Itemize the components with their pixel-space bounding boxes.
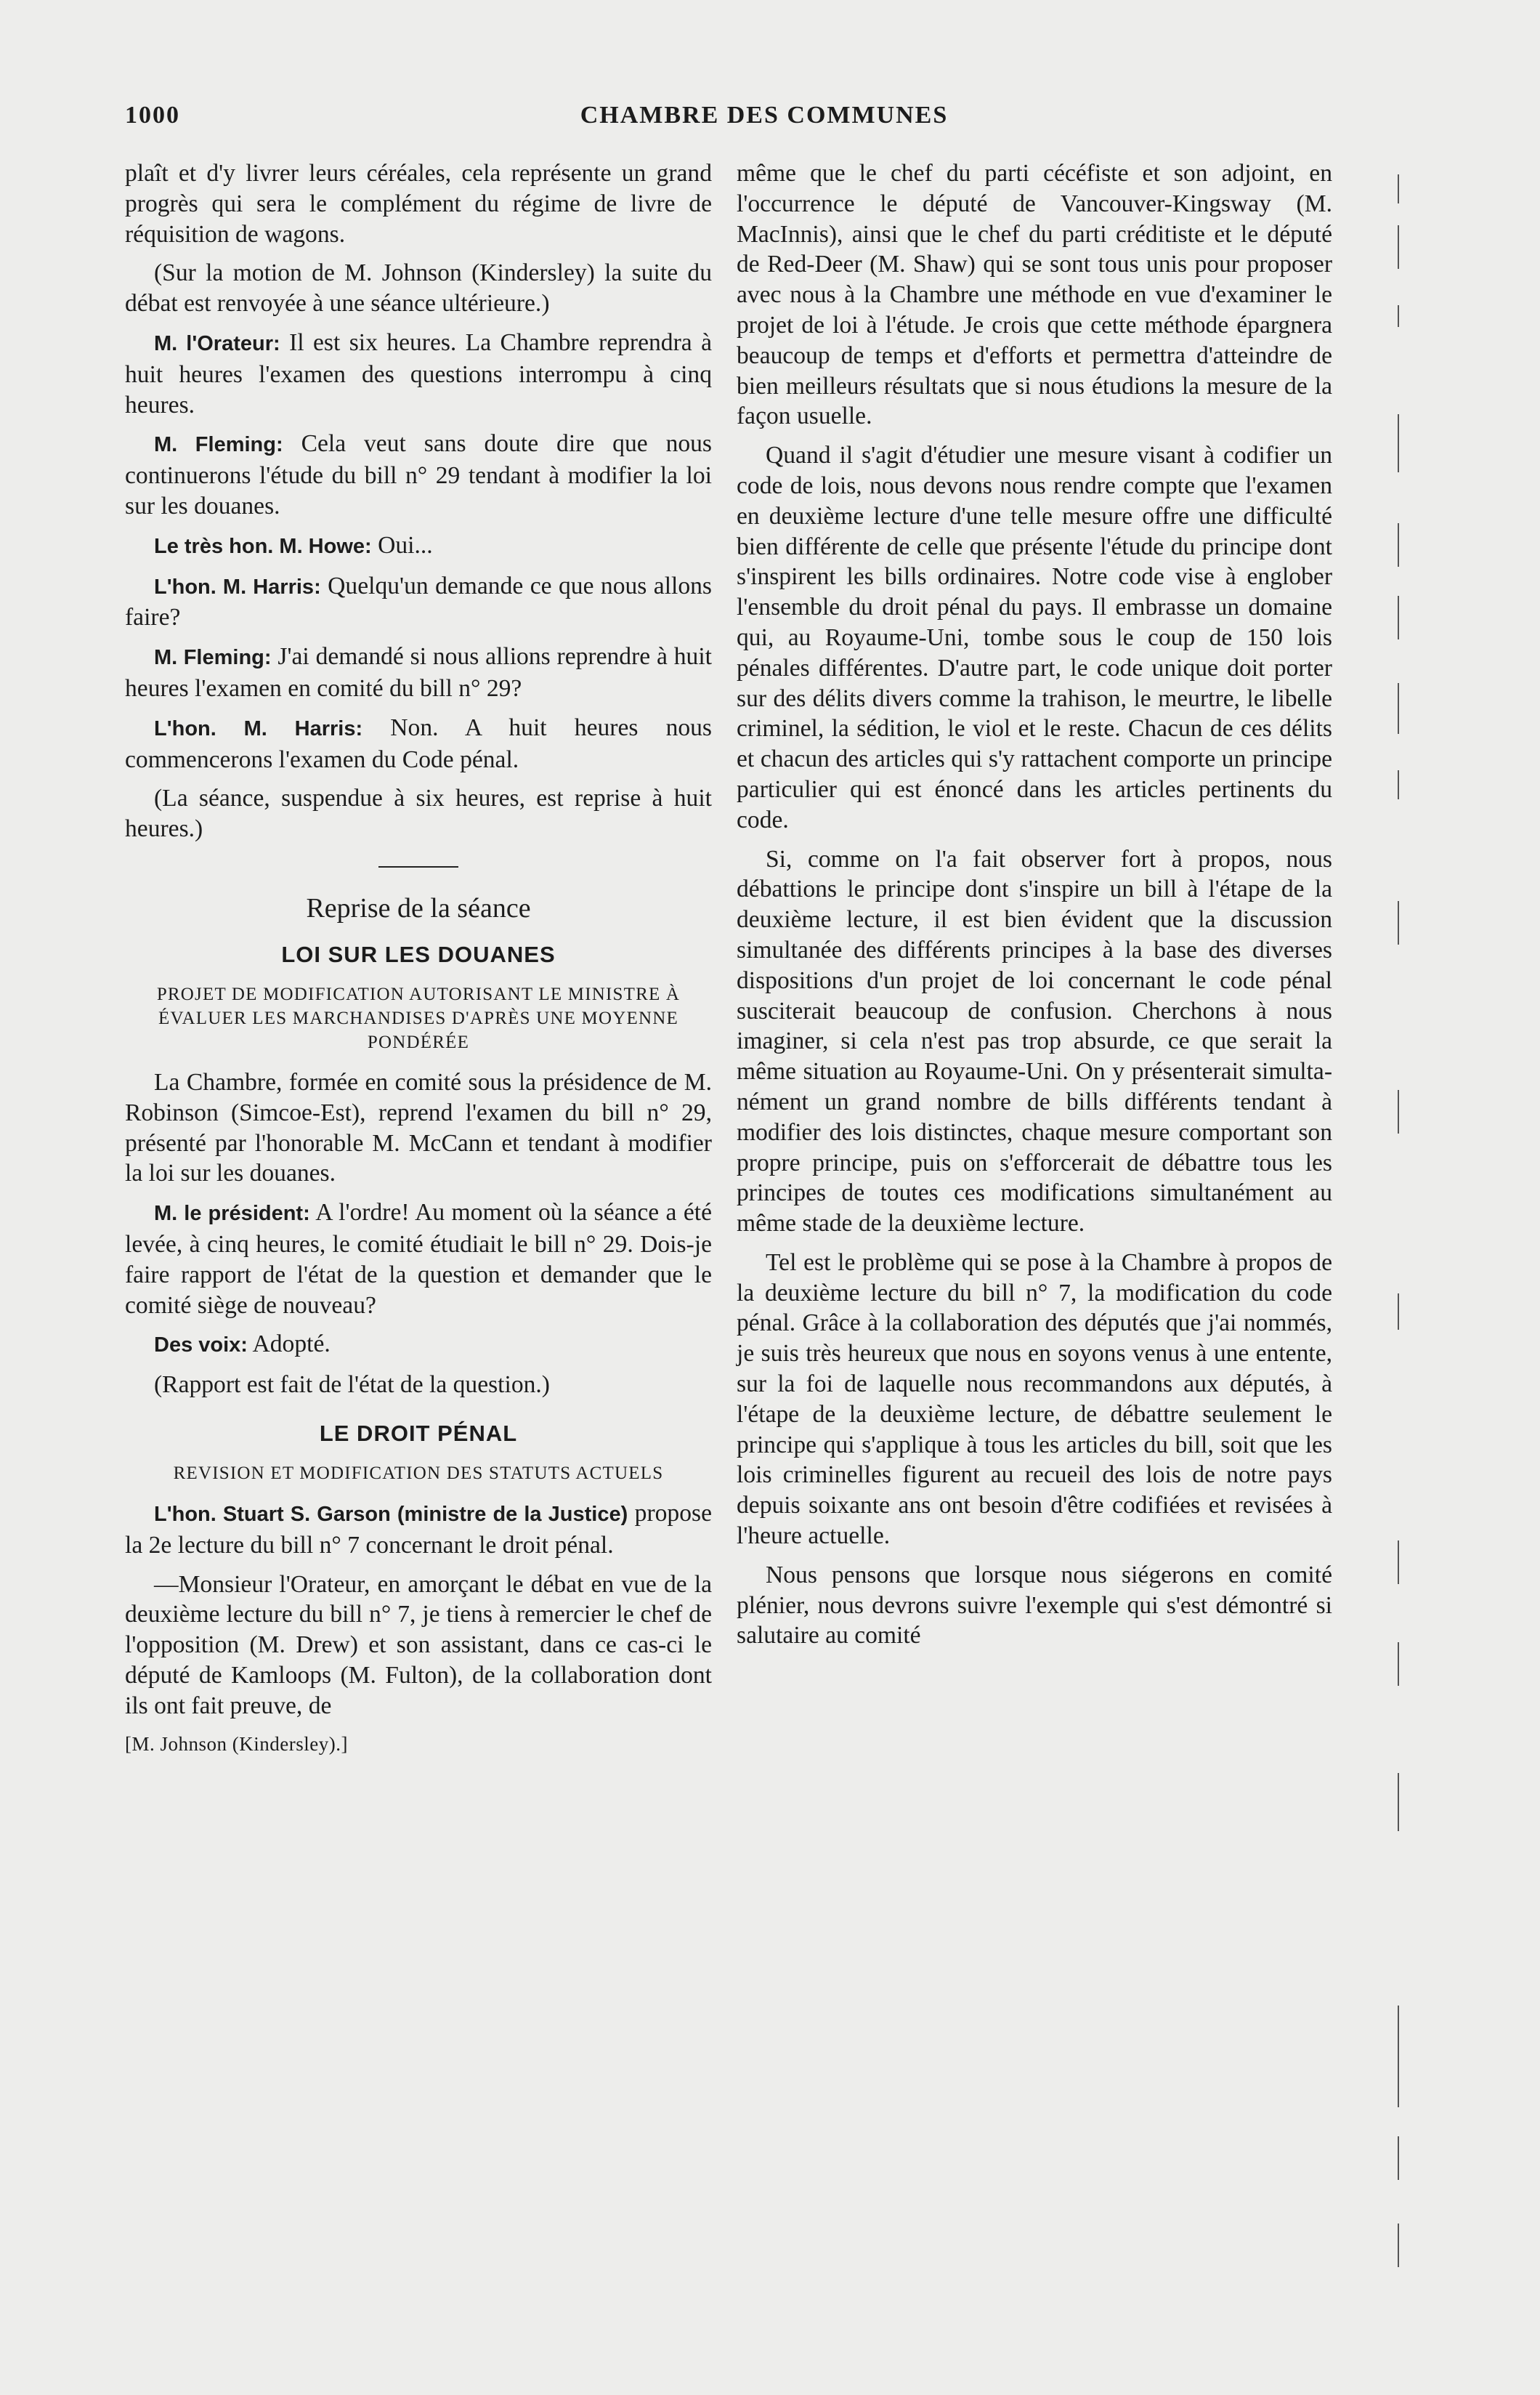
speaker-name: L'hon. M. Harris:: [154, 716, 363, 740]
paragraph: (La séance, suspendue à six heures, est reprise à huit heures.): [125, 785, 712, 843]
speech-text: Non. A huit heures nous commencerons l'examen du Code pénal.: [125, 714, 713, 773]
paragraph: Quand il s'agit d'étudier une mesure visant à codifier un code de lois, nous devons nous rendre compte que l'examen en deuxième lecture d'une telle mesure offre une difficulté bien différente de celle que présente l'étude du principe dont s'inspirent les bills ordinaires. Notre code vise à englober l'ensemble du droit pénal du pays. Il embrasse un domaine qui, au Royaume-Uni, tombe sous le coup de 150 lois pénales différentes. D'autre part, le code unique doit porter sur des délits divers comme la trahison, le meurtre, le libelle criminel, la sédition, le viol et le reste. Chacun de ces délits et chacun des articles qui s'y rattachent comporte un principe particulier qui est énoncé dans les articles pertinents du code.: [737, 442, 1332, 833]
paragraph: —Monsieur l'Orateur, en amorçant le débat en vue de la deuxième lecture du bill n° 7, je tiens à remercier le chef de l'opposition (M. Drew) et son assistant, dans ce cas-ci le député de Kamloops (M. Fulton), de la collaboration dont ils ont fait preuve, de: [125, 1570, 712, 1719]
page-header: [125, 96, 1403, 140]
paragraph: La Chambre, formée en comité sous la présidence de M. Robinson (Simcoe-Est), reprend l'examen du bill n° 29, présenté par l'honorable M. McCann et tendant à modifier la loi sur les douanes.: [125, 1068, 712, 1187]
speech-text: Il est six heures. La Chambre reprendra à huit heures l'examen des questions interrompu à cinq heures.: [125, 328, 712, 419]
speaker-name: L'hon. M. Harris:: [154, 575, 321, 599]
paragraph: (Rapport est fait de l'état de la question.): [154, 1371, 550, 1399]
speech-text: A l'ordre! Au moment où la séance a été levée, à cinq heures, le comité étudiait le bill n° 29. Dois-je faire rapport de l'état de la question et demander que le comité siège de nouveau?: [125, 1199, 712, 1319]
left-column: [125, 158, 712, 1760]
section-divider: [378, 866, 458, 868]
paragraph: Si, comme on l'a fait observer fort à propos, nous débattions le principe dont s'inspire un bill à l'étape de la deuxième lecture, il est bien évident que la discussion simultanée des différents principes à la base des diverses dispositions d'un projet de loi concernant le code pénal susciterait beaucoup de confusion. Cherchons à nous imaginer, si cela n'est pas trop absurde, ce que serait la même situation au Royaume-Uni. On y présenterait simultanément un grand nombre de bills différents tendant à modifier des lois distinctes, chaque mesure comportant son propre principe, puis on s'efforcerait de débattre tous les principes de toutes ces modifications simultanément au même stade de la deuxième lecture.: [737, 845, 1332, 1237]
speech: [125, 429, 712, 521]
speaker-name: M. Fleming:: [154, 646, 272, 670]
speaker-name: M. Fleming:: [154, 433, 283, 457]
speech-text: Cela veut sans doute dire que nous continuerons l'étude du bill n° 29 tendant à modifier la loi sur les douanes.: [125, 430, 712, 520]
speaker-name: M. le président:: [154, 1202, 310, 1226]
speech: [125, 530, 712, 562]
paragraph: Nous pensons que lorsque nous siégerons en comité plénier, nous devrons suivre l'exemple qui s'est démontré si salutaire au comité: [737, 1561, 1332, 1649]
speech: [125, 642, 712, 704]
speech-text: propose la 2e lecture du bill n° 7 concernant le droit pénal.: [125, 1499, 712, 1559]
speech: [125, 1198, 712, 1320]
right-column: [737, 158, 1332, 1660]
page-number: 1000: [125, 102, 180, 129]
paragraph: même que le chef du parti cécéfiste et son adjoint, en l'occurrence le député de Vancouver-Kingsway (M. MacInnis), ainsi que le chef du parti créditiste et le député de Red-Deer (M. Shaw) qui se sont tous unis pour proposer avec nous à la Chambre une méthode en vue d'examiner le projet de loi à l'étude. Je crois que cette méthode épargnera beaucoup de temps et d'efforts et permettra d'atteindre de bien meilleurs résultats que si nous étudions la mesure de la façon usuelle.: [737, 160, 1332, 430]
speech: [125, 713, 712, 775]
speech-text: Quelqu'un demande ce que nous allons faire?: [125, 572, 712, 631]
speaker-name: Des voix:: [154, 1333, 248, 1357]
section-subheading: PROJET DE MODIFICATION AUTORISANT LE MINISTRE À ÉVALUER LES MARCHANDISES D'APRÈS UNE MOYENNE PONDÉRÉE: [156, 984, 681, 1052]
speaker-name: Le très hon. M. Howe:: [154, 534, 372, 558]
section-heading: LE DROIT PÉNAL: [319, 1420, 518, 1446]
speaker-name: M. l'Orateur:: [154, 331, 280, 355]
paragraph: Tel est le problème qui se pose à la Chambre à propos de la deuxième lecture du bill n° 7, la modification du code pénal. Grâce à la collaboration des députés que j'ai nommés, je suis très heureux que nous en soyons venus à une entente, sur la foi de laquelle nous recommandons aux députés, à l'étape de la deuxième lecture, de débattre seulement le principe qui s'applique à tous les articles du bill, soit que les lois criminelles figurent au recueil des lois de notre pays depuis soixante ans ont besoin d'être codifiées et revisées à l'heure actuelle.: [737, 1248, 1332, 1550]
speech-text: J'ai demandé si nous allions reprendre à huit heures l'examen en comité du bill n° 29?: [125, 643, 712, 702]
running-title: CHAMBRE DES COMMUNES: [580, 102, 949, 129]
margin-scan-marks: [1393, 174, 1403, 2282]
paragraph: (Sur la motion de M. Johnson (Kindersley) la suite du débat est renvoyée à une séance ultérieure.): [125, 259, 712, 318]
speech: [125, 1329, 712, 1361]
speech: [125, 328, 712, 420]
speech-text: Adopté.: [247, 1330, 331, 1358]
section-subheading: REVISION ET MODIFICATION DES STATUTS ACTUELS: [173, 1463, 664, 1483]
speech: [125, 1498, 712, 1561]
speaker-name: L'hon. Stuart S. Garson (ministre de la Justice): [154, 1502, 628, 1526]
paragraph: plaît et d'y livrer leurs céréales, cela représente un grand progrès qui sera le complément du régime de livre de réquisition de wagons.: [125, 160, 712, 248]
speech: [125, 571, 712, 634]
section-heading: Reprise de la séance: [306, 892, 531, 924]
speaker-footer: [M. Johnson (Kindersley).]: [125, 1733, 348, 1756]
speech-text: Oui...: [371, 531, 433, 559]
section-heading: LOI SUR LES DOUANES: [281, 941, 556, 967]
